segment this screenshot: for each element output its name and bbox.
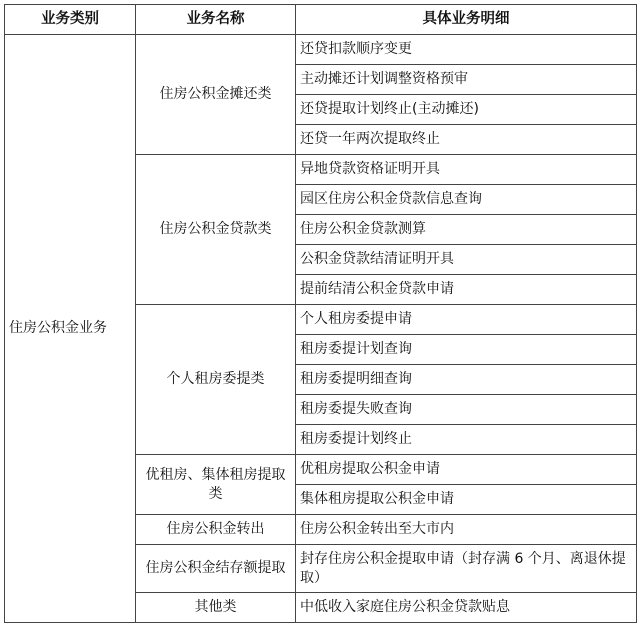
business-name-cell: 住房公积金摊还类 bbox=[136, 35, 296, 155]
detail-cell: 还贷扣款顺序变更 bbox=[296, 35, 637, 65]
detail-cell: 主动摊还计划调整资格预审 bbox=[296, 65, 637, 95]
detail-cell: 提前结清公积金贷款申请 bbox=[296, 275, 637, 305]
detail-cell: 还贷一年两次提取终止 bbox=[296, 125, 637, 155]
business-name-cell: 住房公积金贷款类 bbox=[136, 155, 296, 305]
detail-cell: 租房委提明细查询 bbox=[296, 365, 637, 395]
detail-cell: 公积金贷款结清证明开具 bbox=[296, 245, 637, 275]
detail-cell: 住房公积金转出至大市内 bbox=[296, 515, 637, 545]
detail-cell: 租房委提失败查询 bbox=[296, 395, 637, 425]
detail-cell: 还贷提取计划终止(主动摊还) bbox=[296, 95, 637, 125]
table-row bbox=[5, 35, 637, 65]
header-category: 业务类别 bbox=[5, 5, 136, 35]
detail-cell: 异地贷款资格证明开具 bbox=[296, 155, 637, 185]
detail-cell: 个人租房委提申请 bbox=[296, 305, 637, 335]
header-business-name: 业务名称 bbox=[136, 5, 296, 35]
detail-cell: 中低收入家庭住房公积金贷款贴息 bbox=[296, 593, 637, 623]
business-name-cell: 优租房、集体租房提取类 bbox=[136, 455, 296, 515]
business-table bbox=[4, 4, 637, 623]
detail-cell: 集体租房提取公积金申请 bbox=[296, 485, 637, 515]
header-business-details: 具体业务明细 bbox=[296, 5, 637, 35]
detail-cell: 租房委提计划终止 bbox=[296, 425, 637, 455]
category-cell: 住房公积金业务 bbox=[5, 35, 136, 623]
detail-cell: 租房委提计划查询 bbox=[296, 335, 637, 365]
business-name-cell: 个人租房委提类 bbox=[136, 305, 296, 455]
detail-cell: 优租房提取公积金申请 bbox=[296, 455, 637, 485]
business-name-cell: 其他类 bbox=[136, 593, 296, 623]
detail-cell: 住房公积金贷款测算 bbox=[296, 215, 637, 245]
business-name-cell: 住房公积金转出 bbox=[136, 515, 296, 545]
business-name-cell: 住房公积金结存额提取 bbox=[136, 545, 296, 593]
table-header-row bbox=[5, 5, 637, 35]
detail-cell: 园区住房公积金贷款信息查询 bbox=[296, 185, 637, 215]
detail-cell: 封存住房公积金提取申请（封存满 6 个月、离退休提取） bbox=[296, 545, 637, 593]
